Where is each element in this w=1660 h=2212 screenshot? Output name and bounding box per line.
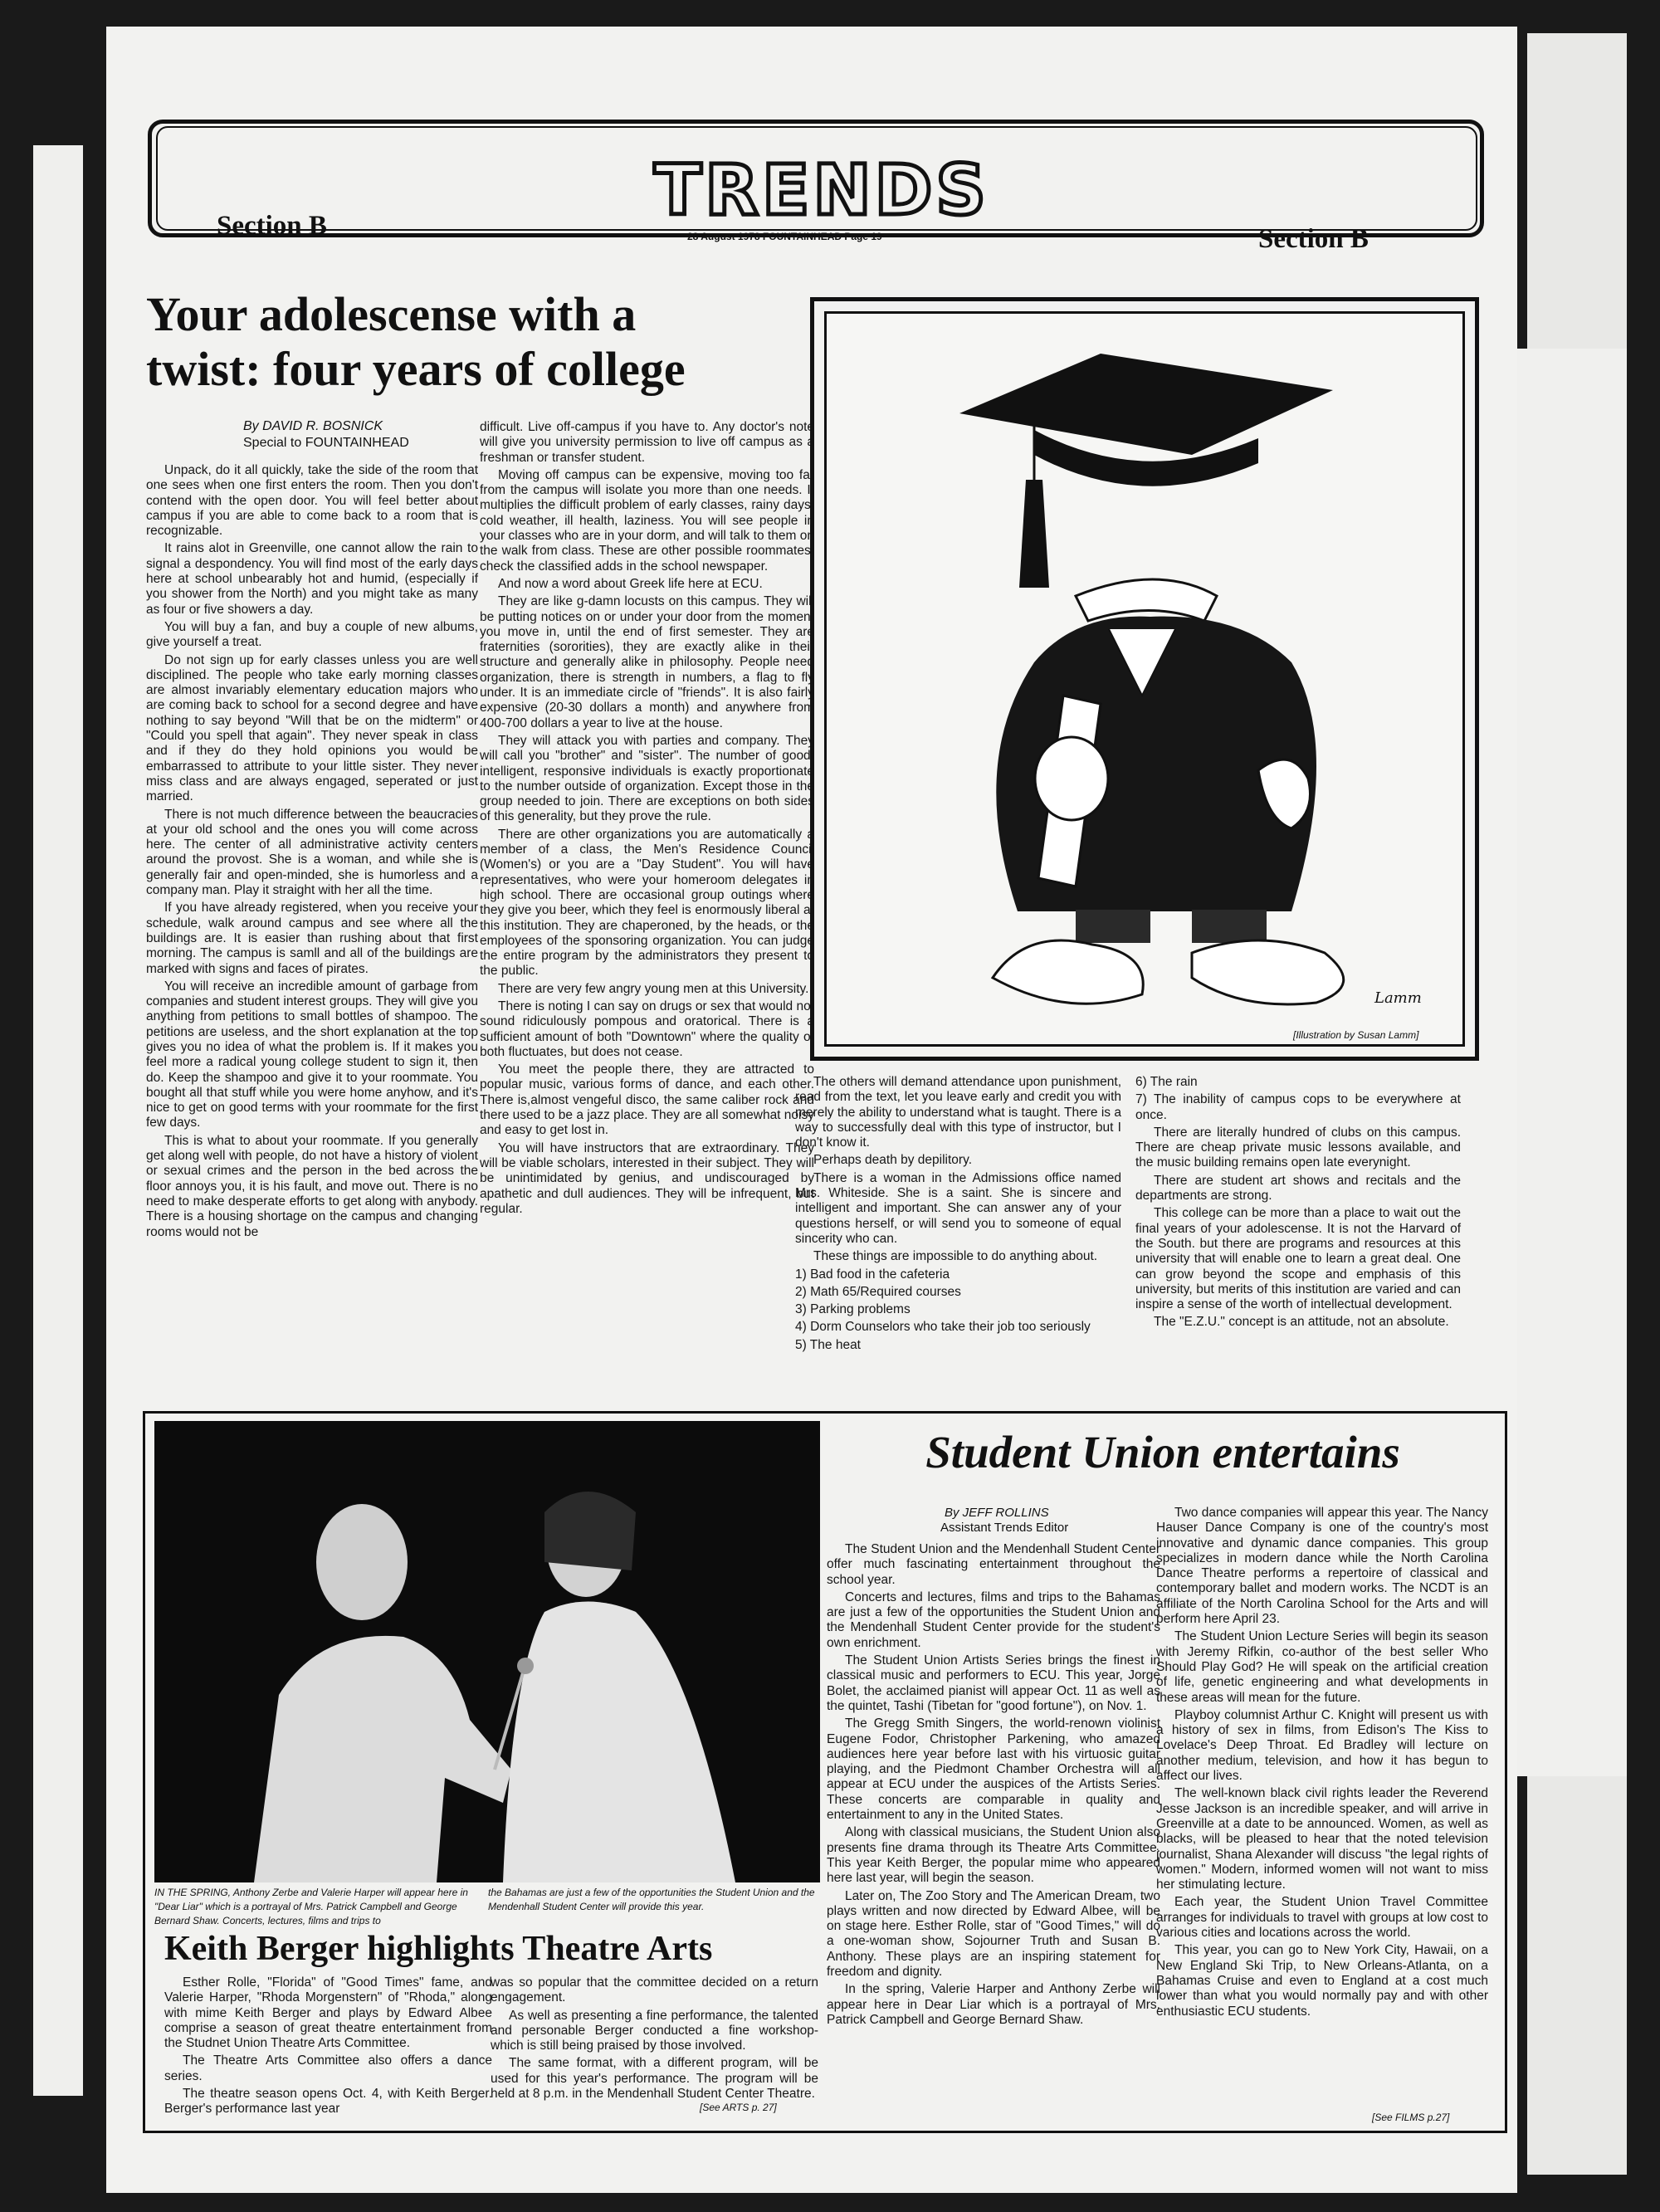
paragraph: And now a word about Greek life here at ECU. — [498, 576, 763, 591]
section-label-left: Section B — [217, 211, 327, 241]
paragraph: It rains alot in Greenville, one cannot allow the rain to signal a despondency. You will find most of the early days here at school unbearably hot and humid, (especially if you shower from the North) and you might take as many as four or five showers a day. — [146, 541, 478, 617]
paragraph: As well as presenting a fine performance, the talented and personable Berger conducted a fine workshop- which is still being praised by those involved. — [491, 2008, 818, 2053]
paragraph: In the spring, Valerie Harper and Anthony Zerbe will appear here in Dear Liar which is a portrayal of Mrs. Patrick Campbell and George Bernard Shaw. — [827, 1982, 1160, 2027]
illustration-credit: [Illustration by Susan Lamm] — [1293, 1029, 1419, 1041]
headline-theatre-arts: Keith Berger highlights Theatre Arts — [164, 1930, 713, 1968]
paragraph: Perhaps death by depilitory. — [813, 1153, 972, 1168]
paragraph: The same format, with a different program, will be used for this year's performance. The program will be held at 8 p.m. in the Mendenhall Student Center Theatre. — [491, 2056, 818, 2102]
left-shoe — [993, 940, 1143, 1003]
theatre-column-2 — [491, 1975, 818, 2141]
article-column-1 — [146, 463, 478, 1368]
paragraph: The Student Union Lecture Series will begin its season with Jeremy Rifkin, co-author of the best seller Who Should Play God? He will speak on the artificial creation of life, genetic engineering and what developments in these areas will mean for the future. — [1156, 1629, 1488, 1705]
paragraph: Each year, the Student Union Travel Committee arranges for individuals to travel with groups at low cost to various cities and locations across the world. — [1156, 1895, 1488, 1941]
paragraph: Later on, The Zoo Story and The American Dream, two plays written and now directed by Edward Albee, will be on stage here. Esther Rolle, star of "Good Times," will do a one-woman show, Sojourner Truth and Susan B. Anthony. These plays are an inspiring statement for freedom and dignity. — [827, 1888, 1160, 1980]
paragraph: There is a woman in the Admissions office named Mrs. Whiteside. She is a saint. She is sincere and intelligent and important. She can answer any of your questions herself, or will send you to someone of equal sincerity who can. — [795, 1170, 1121, 1246]
paragraph: The Student Union and the Mendenhall Student Center offer much fascinating entertainment throughout the school year. — [827, 1542, 1160, 1587]
tassel-icon — [1019, 480, 1049, 588]
paragraph: Two dance companies will appear this year. The Nancy Hauser Dance Company is one of the country's most innovative and dynamic dance companies. This group specializes in modern dance while the North Carolina Dance Theatre performs a repertoire of classical and contemporary ballet and modern works. The NCDT is an affiliate of the North Carolina School for the Arts and will perform here April 23. — [1156, 1506, 1488, 1627]
collar — [1076, 579, 1217, 621]
list-item: 3) Parking problems — [795, 1302, 911, 1317]
paragraph: Unpack, do it all quickly, take the side of the room that one sees when one first enters the room. Then you don't contend with the open door. You will feel better about campus if you are able to come back to a room that is recognizable. — [146, 463, 478, 539]
paragraph: There are very few angry young men at this University. — [498, 981, 809, 996]
section-title: TRENDS — [654, 149, 989, 231]
paragraph: Moving off campus can be expensive, moving too far from the campus will isolate you more than one needs. It multiplies the difficult problem of early classes, rainy days, cold weather, ill health, laziness. You will see people in your classes who are in your dorm, and will talk to them on the walk from class. These are other possible roommates; check the classified adds in the school newspaper. — [480, 467, 814, 574]
section-label-right: Section B — [1258, 224, 1369, 254]
newspaper-page — [106, 27, 1517, 2193]
byline-role: Special to FOUNTAINHEAD — [243, 436, 409, 450]
back-page-sheet — [1511, 349, 1627, 1776]
paragraph: was so popular that the committee decided on a return engagement. — [491, 1975, 818, 2005]
byline-author: By JEFF ROLLINS — [945, 1506, 1049, 1520]
headline-adolescense — [146, 287, 827, 397]
mortarboard-top — [959, 354, 1333, 455]
headline-line-2: twist: four years of college — [146, 342, 686, 396]
list-item: 2) Math 65/Required courses — [795, 1284, 961, 1299]
paragraph: There are literally hundred of clubs on this campus. There are cheap private music lessons available, and the music building remains open late everynight. — [1135, 1125, 1461, 1170]
list-item: 4) Dorm Counselors who take their job too seriously — [795, 1320, 1091, 1335]
student-union-column-1 — [827, 1542, 1160, 2123]
article-column-2 — [480, 420, 814, 1370]
photo-caption-left: IN THE SPRING, Anthony Zerbe and Valerie Harper will appear here in "Dear Liar" which is a portrayal of Mrs. Patrick Campbell and George Bernard Shaw. Concerts, lectures, films and trips to — [154, 1887, 468, 1926]
actor-head — [316, 1504, 408, 1620]
actress-hair — [544, 1492, 636, 1570]
paragraph: You will buy a fan, and buy a couple of new albums, give yourself a treat. — [146, 619, 478, 650]
paragraph: They are like g-damn locusts on this campus. They will be putting notices on or under your door from the moment you move in, until the end of first semester. They are fraternities (sororities), they are exactly alike in their structure and generally alike in philosophy. People need organization, there is strength in numbers, a flag to fly under. It is an immediate circle of "friends". It is also fairly expensive (20-30 dollars a month) and anywhere from 400-700 dollars a year to live at the house. — [480, 594, 814, 730]
issue-line: 28 August 1978 FOUNTAINHEAD Page 19 — [687, 231, 882, 242]
paragraph: This college can be more than a place to wait out the final years of your adolescense. It is not the Harvard of the South. but there are programs and resources at this university that will enable one to learn a great deal. One can grow beyond the scope and emphasis of this university, but merits of this institution are varied and can inspire a sense of the worth of intellectual development. — [1135, 1206, 1461, 1312]
continued-link-films[interactable]: [See FILMS p.27] — [1372, 2112, 1450, 2123]
paragraph: You meet the people there, they are attracted to popular music, various forms of dance, and each other. There is,almost vengeful disco, the same caliber rock and there used to be a jazz place. They are all somewhat noisy and easy to get lost in. — [480, 1062, 814, 1138]
byline-role: Assistant Trends Editor — [940, 1521, 1069, 1535]
student-union-column-2 — [1156, 1506, 1488, 2120]
list-item: 5) The heat — [795, 1337, 861, 1352]
list-item: 6) The rain — [1135, 1075, 1198, 1089]
paragraph: You will have instructors that are extraordinary. They will be viable scholars, interested in their subject. They will be unintimidated by genius, and undiscouraged by apathetic and dull audiences. They will be infrequent, but regular. — [480, 1140, 814, 1216]
paragraph: There are other organizations you are automatically a member of a class, the Men's Residence Council (Women's) or you are a "Day Student". You will have representatives, who were your homeroom delegates in high school. There are occasional group outings where they give you beer, which they feel is enormously liberal at this institution. They are chaperoned, by the heads, or the employees of the sponsoring organization. You can judge the entire program by the administrators they present to the public. — [480, 827, 814, 979]
paragraph: There is noting I can say on drugs or sex that would not sound ridiculously pompous and oratorical. There is a sufficient amount of both "Downtown" where the quality of both fluctuates, but does not cease. — [480, 999, 814, 1059]
paragraph: This is what to about your roommate. If you generally get along well with people, do not have a history of violent or sexual crimes and the person in the bed across the floor annoys you, it is his fault, and move out. There is no need to make desperate efforts to get along with anybody. There is a housing shortage on the campus and changing rooms would not be — [146, 1133, 478, 1239]
paragraph: If you have already registered, when you receive your schedule, walk around campus and see where all the buildings are. It is easier than rushing about that first morning. The campus is samll and all of the buildings are marked with signs and faces of pirates. — [146, 901, 478, 976]
paragraph: They will attack you with parties and company. They will call you "brother" and "sister". The number of good, intelligent, responsive individuals is exactly proportionate to the number outside of organization. Except those in the group needed to join. There are exceptions on both sides of this generality, but they prove the rule. — [480, 733, 814, 824]
article-column-4 — [1135, 1075, 1461, 1382]
headline-line-1: Your adolescense with a — [146, 287, 637, 341]
headline-student-union: Student Union entertains — [925, 1427, 1400, 1477]
paragraph: Do not sign up for early classes unless you are well disciplined. The people who take early morning classes are almost invariably elementary education majors who are coming back to school for a second degree and have nothing to say beyond "Will that be on the midterm" or "Could you spell that again". They never speak in class and if they do they hold opinions you would be embarrassed to attribute to your little sister. They never miss class and are always engaged, seperated or just married. — [146, 652, 478, 804]
paragraph: These things are impossible to do anything about. — [813, 1249, 1098, 1264]
paragraph: The Gregg Smith Singers, the world-renown violinist Eugene Fodor, Christopher Parkening, who amazed audiences here year before last with his virtuosic guitar playing, and the Piedmont Chamber Orchestra will all appear at ECU under the auspices of the Artists Series. These concerts are comparable in quality and entertainment to any in the United States. — [827, 1716, 1160, 1823]
theatre-photo — [154, 1421, 820, 1882]
hand — [1035, 737, 1108, 820]
paragraph: Playboy columnist Arthur C. Knight will present us with a history of sex in films, from Edison's The Kiss to Lovelace's Deep Throat. Ed Bradley will lecture on another medium, television, and how it has begun to affect our lives. — [1156, 1707, 1488, 1784]
left-leg — [1076, 910, 1150, 943]
rose-icon — [517, 1658, 534, 1674]
paragraph: You will receive an incredible amount of garbage from companies and student interest groups. They will give you anything from petitions to small bottles of shampoo. The petitions are useless, and the short explanation at the top gives you no idea of what the problem is. If it makes you feel more a radical young college student to sign it, then do. Keep the shampoo and give it to your roommate. You bought all that stuff while you were home anyhow, and it's nice to get on good terms with your roommate for the first few days. — [146, 979, 478, 1130]
illustrator-signature: Lamm — [1374, 989, 1422, 1007]
left-page-strip — [33, 145, 83, 2096]
theatre-column-1 — [164, 1975, 492, 2117]
paragraph: The well-known black civil rights leader the Reverend Jesse Jackson is an incredible speaker, and will arrive in Greenville at a date to be announced. Women, as well as blacks, will be pleased to hear that the noted television journalist, Shana Alexander will discuss "the legal rights of women." Modern, informed women will not want to miss her stimulating lecture. — [1156, 1786, 1488, 1892]
paragraph: Concerts and lectures, films and trips to the Bahamas are just a few of the opportunities the Student Union and the Mendenhall Student Center provide for the student's own enrichment. — [827, 1589, 1160, 1650]
paragraph: The others will demand attendance upon punishment, read from the text, let you leave early and credit you with merely the ability to understand what is taught. There is a way to successfully deal with this type of instructor, but I don't know it. — [795, 1075, 1121, 1150]
paragraph: There are student art shows and recitals and the departments are strong. — [1135, 1173, 1461, 1204]
paragraph: The Student Union Artists Series brings the finest in classical music and performers to ECU. This year, Jorge Bolet, the acclaimed pianist will appear Oct. 11 as well as the quintet, Tashi (Tibetan for "good fortune"), on Nov. 1. — [827, 1653, 1160, 1713]
paragraph: The "E.Z.U." concept is an attitude, not an absolute. — [1154, 1315, 1449, 1330]
paragraph: There is not much difference between the beaucracies at your old school and the ones you will come across here. The center of all administrative activity centers around the provost. She is a woman, and while she is generally fair and open-minded, she is humorless and a company man. Play it straight with her all the time. — [146, 807, 478, 898]
photo-caption-right: the Bahamas are just a few of the opportunities the Student Union and the Mendenhall Student Center will provide this year. — [488, 1887, 815, 1912]
list-item: 7) The inability of campus cops to be everywhere at once. — [1135, 1092, 1461, 1122]
paragraph: The Theatre Arts Committee also offers a dance series. — [164, 2053, 492, 2083]
continued-link-arts[interactable]: [See ARTS p. 27] — [700, 2102, 777, 2113]
paragraph: This year, you can go to New York City, Hawaii, on a New England Ski Trip, to New Orleans-Atlanta, on a Bahamas Cruise and even to England at a cost much lower than what you would normally pay and with other enthusiastic ECU students. — [1156, 1943, 1488, 2019]
paragraph: Along with classical musicians, the Student Union also presents fine drama through its Theatre Arts Committee. This year Keith Berger, the popular mime who appeared here last year, will begin the season. — [827, 1825, 1160, 1886]
paragraph: difficult. Live off-campus if you have to. Any doctor's note will give you university permission to live off campus as a freshman or transfer student. — [480, 420, 814, 465]
article-column-3 — [795, 1075, 1121, 1365]
paragraph: Esther Rolle, "Florida" of "Good Times" fame, and Valerie Harper, "Rhoda Morgenstern" of "Rhoda," along with mime Keith Berger and plays by Edward Albee comprise a season of great theatre entertainment from the Studnet Union Theatre Arts Committee. — [164, 1975, 492, 2051]
list-item: 1) Bad food in the cafeteria — [795, 1267, 950, 1282]
right-shoe — [1192, 940, 1344, 1004]
graduate-illustration — [810, 297, 1479, 1061]
graduate-drawing — [827, 314, 1462, 1044]
photo-image — [154, 1421, 820, 1882]
byline-author: By DAVID R. BOSNICK — [243, 419, 383, 433]
paragraph: The theatre season opens Oct. 4, with Keith Berger. Berger's performance last year — [164, 2087, 492, 2117]
right-leg — [1192, 910, 1267, 943]
